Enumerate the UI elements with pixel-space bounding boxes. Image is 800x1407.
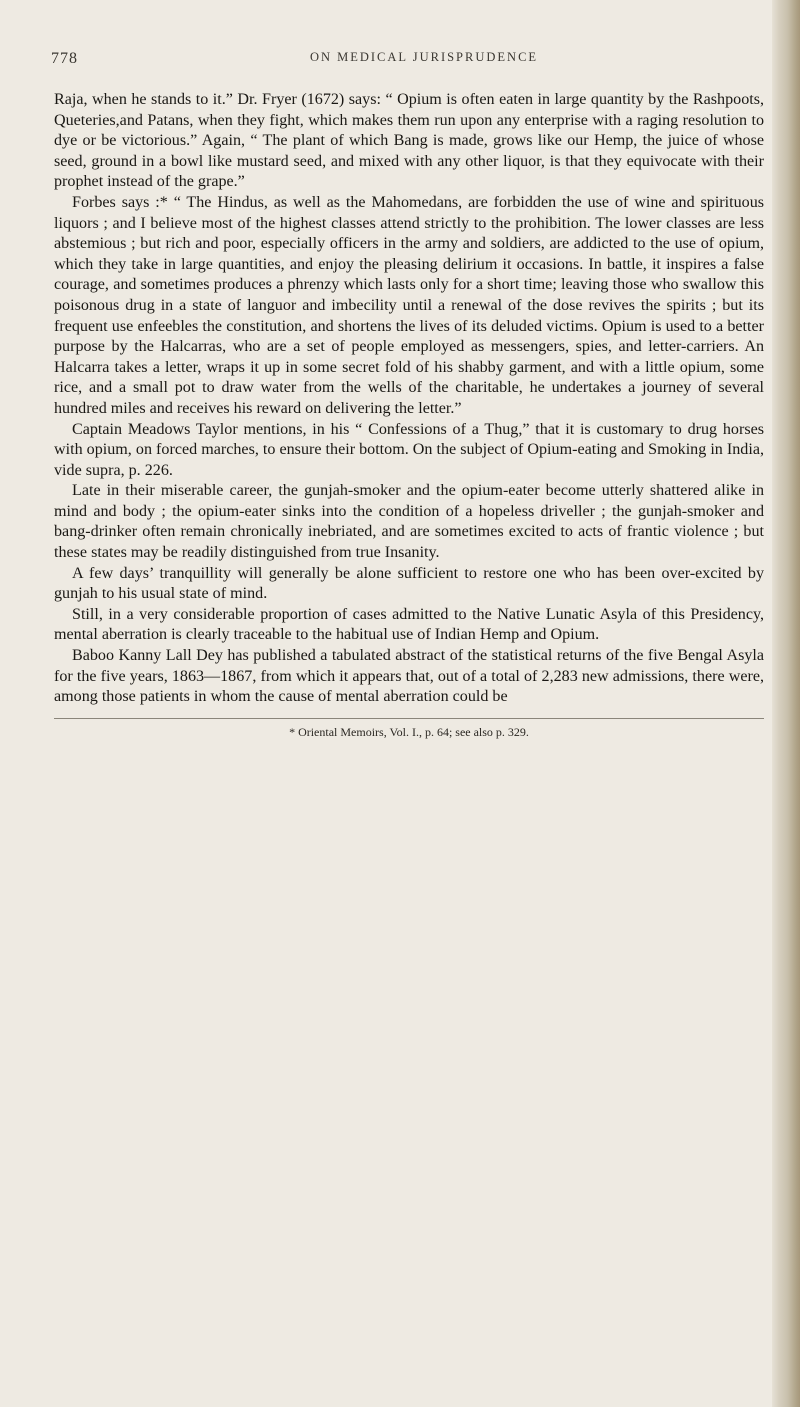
paragraph-forbes-quote: Forbes says :* “ The Hindus, as well as the Mahomedans, are forbidden the use of wine and spirituous liquors ; and I believe most of the highest classes attend strictly to the prohibition. The lower classes are less abstemious ; but rich and poor, especially officers in the army and soldiers, are addicted to the use of opium, which they take in large quantities, and enjoy the pleasing delirium it occasions. In battle, it inspires a false courage, and sometimes produces a phrenzy which lasts only for a short time; leaving those who swallow this poisonous drug in a state of languor and imbecility until a renewal of the dose revives the spirits ; but its frequent use enfeebles the constitution, and shortens the lives of its deluded victims. Opium is used to a better purpose by the Halcarras, who are a set of people employed as messengers, spies, and letter-carriers. An Halcarra takes a letter, wraps it up in some secret fold of his shabby garment, and with a little opium, some rice, and a small pot to draw water from the wells of the charitable, he undertakes a journey of several hundred miles and receives his reward on delivering the letter.” <box>54 193 764 417</box>
page-number: 778 <box>51 50 78 67</box>
footnote-rule <box>54 718 764 719</box>
paragraph-meadows-taylor: Captain Meadows Taylor mentions, in his “ Confessions of a Thug,” that it is customary to drug horses with opium, on forced marches, to ensure their bottom. On the subject of Opium-eating and Smoking in India, vide supra, p. 226. <box>54 420 764 479</box>
paragraph-fryer-quote: Raja, when he stands to it.” Dr. Fryer (1672) says: “ Opium is often eaten in large quantity by the Rashpoots, Queteries,and Patans, when they fight, which makes them run upon any enterprise with a raging resolution to dye or be victorious.” Again, “ The plant of which Bang is made, grows like our Hemp, the juice of whose seed, ground in a bowl like mustard seed, and mixed with any other liquor, is that they equivocate with their prophet instead of the grape.” <box>54 91 764 191</box>
body-text <box>54 90 764 708</box>
book-page <box>51 50 764 740</box>
footnote: * Oriental Memoirs, Vol. I., p. 64; see also p. 329. <box>289 724 529 739</box>
paragraph-tranquillity: A few days’ tranquillity will generally be alone sufficient to restore one who has been over-excited by gunjah to his usual state of mind. <box>54 564 764 603</box>
paragraph-baboo-kanny-lall: Baboo Kanny Lall Dey has published a tabulated abstract of the statistical returns of the five Bengal Asyla for the five years, 1863—1867, from which it appears that, out of a total of 2,283 new admissions, there were, among those patients in whom the cause of mental aberration could be <box>54 647 764 706</box>
running-title: ON MEDICAL JURISPRUDENCE <box>309 50 539 64</box>
paragraph-lunatic-asyla: Still, in a very considerable proportion of cases admitted to the Native Lunatic Asyla of this Presidency, mental aberration is clearly traceable to the habitual use of Indian Hemp and Opium. <box>54 605 764 644</box>
paragraph-gunjah-smoker: Late in their miserable career, the gunjah-smoker and the opium-eater become utterly shattered alike in mind and body ; the opium-eater sinks into the condition of a hopeless driveller ; the gunjah-smoker and bang-drinker often remain chronically inebriated, and are sometimes excited to acts of frantic violence ; but these states may be readily distinguished from true Insanity. <box>54 482 764 562</box>
page-header <box>51 50 764 76</box>
page-edge-shadow <box>772 0 800 1407</box>
